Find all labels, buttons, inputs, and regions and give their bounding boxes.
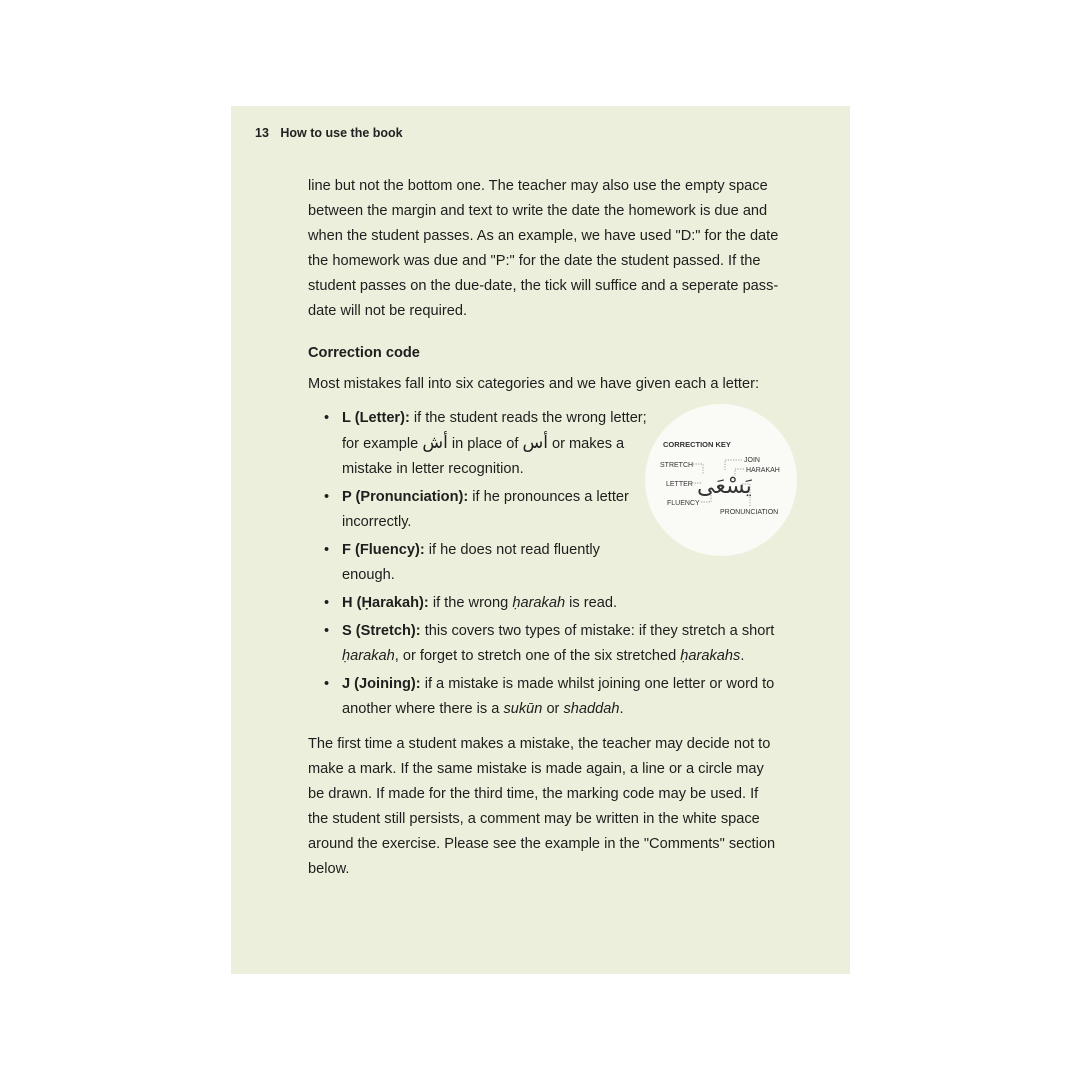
- code-text: ḥarakahs: [680, 648, 741, 664]
- code-text: if the wrong: [428, 595, 513, 611]
- intro-text: Most mistakes fall into six categories and we have given each a letter:: [308, 376, 760, 392]
- chapter-title: How to use the book: [280, 126, 403, 140]
- join-leader: [725, 460, 742, 470]
- arabic-word: يَسْعَى: [697, 474, 752, 499]
- label-harakah: HARAKAH: [746, 467, 780, 474]
- book-page: [231, 106, 850, 974]
- code-text: in place of: [447, 436, 523, 452]
- paragraph-line: the homework was due and "P:" for the date the student passed. If the: [308, 253, 761, 269]
- code-text: incorrectly.: [342, 514, 412, 530]
- label-join: JOIN: [744, 457, 760, 464]
- page-number: 13: [255, 126, 269, 140]
- paragraph-2: [308, 732, 778, 882]
- arabic-example: أس: [522, 433, 548, 453]
- code-text: sukūn: [503, 701, 543, 717]
- code-text: if a mistake is made whilst joining one letter or word to: [420, 676, 775, 692]
- arabic-example: أش: [422, 433, 448, 453]
- code-text: this covers two types of mistake: if they stretch a short: [420, 623, 775, 639]
- stretch-leader: [693, 464, 703, 474]
- code-text: shaddah: [563, 701, 620, 717]
- code-key: F (Fluency):: [342, 542, 425, 558]
- paragraph-1: [308, 174, 778, 324]
- list-item-joining: [308, 672, 778, 722]
- code-text: enough.: [342, 567, 395, 583]
- code-key: S (Stretch):: [342, 623, 421, 639]
- paragraph-line: when the student passes. As an example, we have used "D:" for the date: [308, 228, 779, 244]
- code-text: .: [619, 701, 624, 717]
- list-item-harakah: [308, 591, 778, 616]
- code-text: another where there is a: [342, 701, 504, 717]
- paragraph-line: the student still persists, a comment may be written in the white space: [308, 811, 760, 827]
- correction-key-title: CORRECTION KEY: [663, 440, 731, 449]
- paragraph-line: make a mark. If the same mistake is made again, a line or a circle may: [308, 761, 764, 777]
- paragraph-line: around the exercise. Please see the example in the "Comments" section: [308, 836, 776, 852]
- code-text: , or forget to stretch one of the six stretched: [394, 648, 681, 664]
- paragraph-line: be drawn. If made for the third time, the marking code may be used. If: [308, 786, 759, 802]
- paragraph-line: date will not be required.: [308, 303, 468, 319]
- label-letter: LETTER: [666, 481, 693, 488]
- section-heading: Correction code: [308, 345, 420, 361]
- code-key: P (Pronunciation):: [342, 489, 469, 505]
- paragraph-line: The first time a student makes a mistake, the teacher may decide not to: [308, 736, 771, 752]
- code-text: or: [542, 701, 564, 717]
- code-text: ḥarakah: [342, 648, 395, 664]
- label-stretch: STRETCH: [660, 462, 694, 469]
- code-text: for example: [342, 436, 423, 452]
- paragraph-line: between the margin and text to write the date the homework is due and: [308, 203, 768, 219]
- code-text: if the student reads the wrong letter;: [409, 410, 647, 426]
- paragraph-line: below.: [308, 861, 350, 877]
- label-pronunciation: PRONUNCIATION: [720, 509, 779, 516]
- code-text: mistake in letter recognition.: [342, 461, 524, 477]
- label-fluency: FLUENCY: [667, 500, 700, 507]
- code-text: if he does not read fluently: [424, 542, 600, 558]
- list-item-stretch: [308, 619, 778, 669]
- running-head: [255, 126, 403, 140]
- correction-key-diagram: [645, 404, 797, 556]
- code-text: if he pronounces a letter: [468, 489, 629, 505]
- code-key: L (Letter):: [342, 410, 410, 426]
- code-text: ḥarakah: [512, 595, 566, 611]
- code-key: H (Ḥarakah):: [342, 595, 429, 611]
- paragraph-line: student passes on the due-date, the tick will suffice and a seperate pass-: [308, 278, 779, 294]
- code-text: is read.: [565, 595, 618, 611]
- correction-key-svg: [645, 404, 797, 556]
- code-text: or makes a: [547, 436, 625, 452]
- code-key: J (Joining):: [342, 676, 421, 692]
- code-text: .: [740, 648, 745, 664]
- paragraph-line: line but not the bottom one. The teacher may also use the empty space: [308, 178, 768, 194]
